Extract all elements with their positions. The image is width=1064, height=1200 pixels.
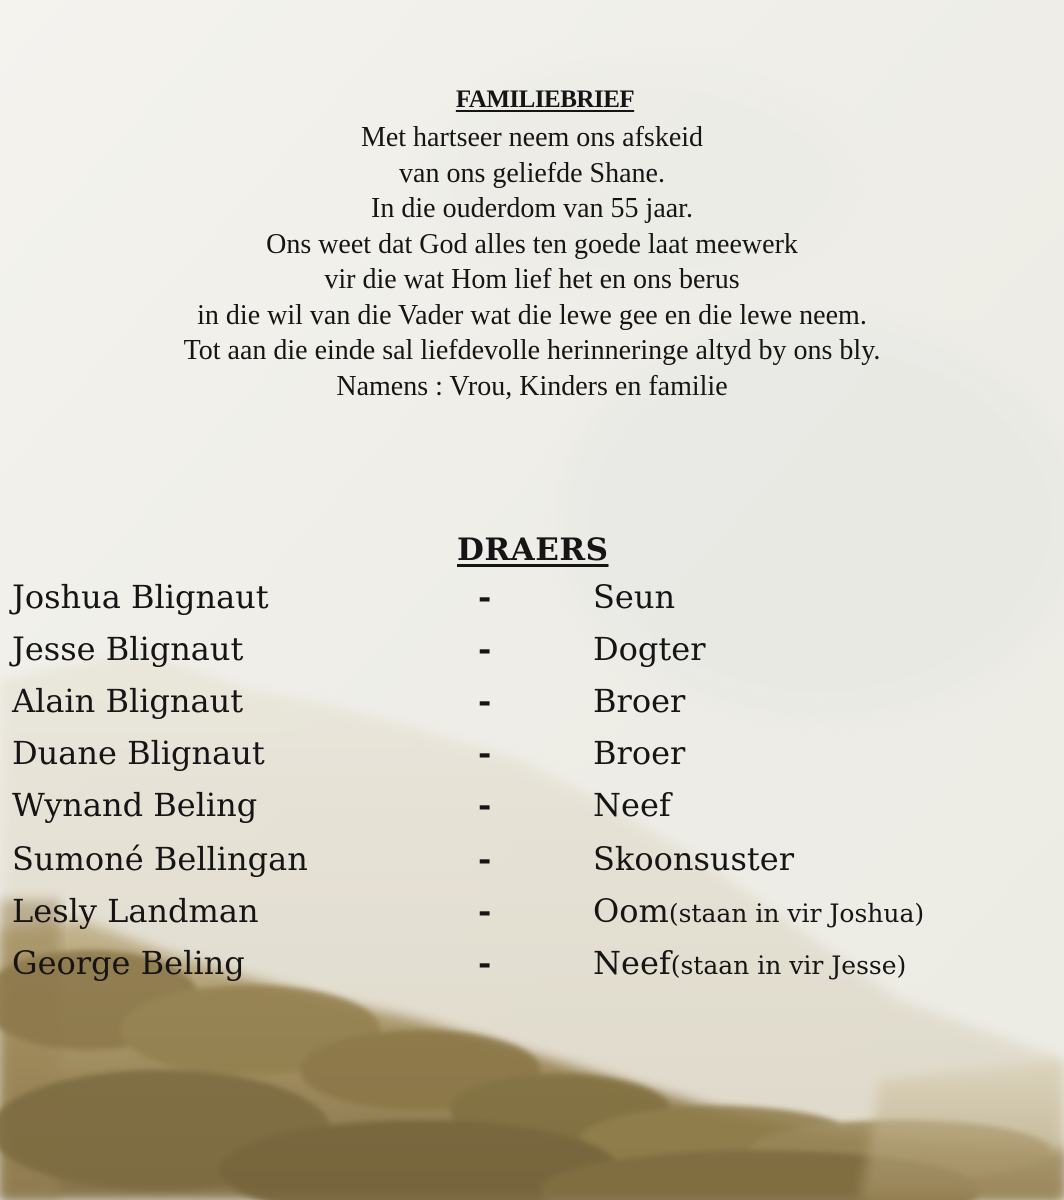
letter-line: vir die wat Hom lief het en ons berus (324, 264, 740, 295)
pallbearer-relation: Oom(staan in vir Joshua) (593, 892, 925, 930)
pallbearer-row (0, 630, 1064, 682)
pallbearer-row (0, 786, 1064, 838)
pallbearer-name: Joshua Blignaut (12, 578, 269, 616)
pallbearer-name: Duane Blignaut (12, 734, 265, 772)
separator-dash: - (478, 578, 492, 616)
pallbearer-row (0, 840, 1064, 892)
separator-dash: - (478, 734, 492, 772)
pallbearer-relation: Seun (593, 578, 676, 616)
letter-line: Namens : Vrou, Kinders en familie (336, 370, 728, 402)
separator-dash: - (478, 786, 492, 824)
pallbearer-row (0, 734, 1064, 786)
family-letter (0, 86, 1064, 404)
separator-dash: - (478, 630, 492, 668)
pallbearer-name: Alain Blignaut (12, 682, 244, 720)
letter-title: FAMILIEBRIEF (455, 86, 635, 113)
pallbearer-relation: Neef (593, 786, 671, 824)
pallbearer-name: Sumoné Bellingan (12, 840, 308, 878)
pallbearer-row (0, 578, 1064, 630)
pallbearer-name: Wynand Beling (12, 786, 258, 824)
pallbearers-title: DRAERS (457, 532, 609, 568)
pallbearer-relation: Dogter (593, 630, 706, 668)
letter-line: Met hartseer neem ons afskeid (360, 122, 704, 153)
pallbearer-row (0, 892, 1064, 944)
pallbearer-relation: Broer (593, 734, 686, 772)
pallbearer-relation: Skoonsuster (593, 840, 794, 878)
pallbearer-row (0, 944, 1064, 996)
pallbearer-relation: Neef(staan in vir Jesse) (593, 944, 907, 982)
letter-line: van ons geliefde Shane. (399, 157, 665, 189)
separator-dash: - (478, 682, 492, 720)
separator-dash: - (478, 944, 492, 982)
pallbearer-relation: Broer (593, 682, 686, 720)
separator-dash: - (478, 840, 492, 878)
letter-line: in die wil van die Vader wat die lewe gee en die lewe neem. (197, 299, 867, 331)
separator-dash: - (478, 892, 492, 930)
pallbearer-name: Lesly Landman (12, 892, 259, 930)
letter-line: In die ouderdom van 55 jaar. (371, 193, 693, 224)
pallbearer-name: Jesse Blignaut (12, 630, 244, 668)
pallbearer-row (0, 682, 1064, 734)
letter-line: Tot aan die einde sal liefdevolle herinneringe altyd by ons bly. (183, 335, 881, 366)
pallbearer-name: George Beling (12, 944, 245, 982)
letter-line: Ons weet dat God alles ten goede laat meewerk (266, 228, 798, 260)
